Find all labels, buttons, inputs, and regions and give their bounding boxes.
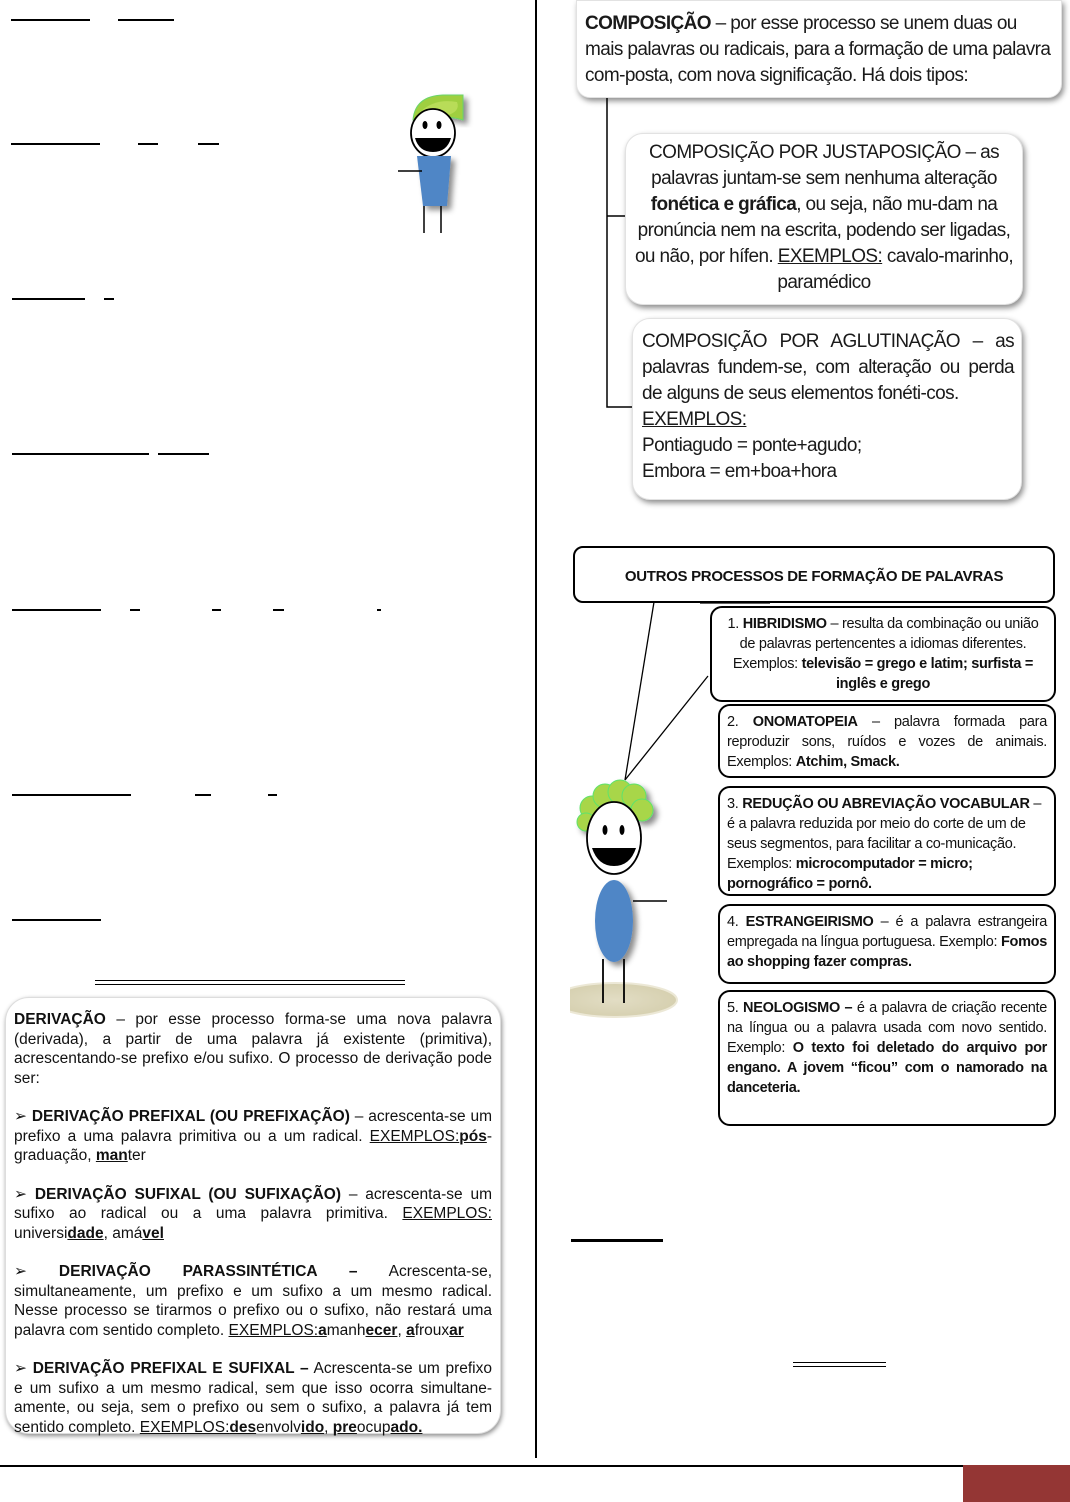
example-fragment: envolv	[256, 1418, 301, 1436]
process-item-onomatopeia: 2. ONOMATOPEIA – palavra formada para reproduzir sons, ruídos e vozes de animais. Exemplos: Atchim, Smack.	[718, 704, 1056, 778]
heading-underline	[198, 143, 219, 145]
example-fragment: froux	[414, 1321, 450, 1339]
process-item-estrangeirismo: 4. ESTRANGEIRISMO – é a palavra estrangeira empregada na língua portuguesa. Exemplo: Fomos ao shopping fazer compras.	[718, 904, 1056, 984]
heading-underline	[571, 1239, 663, 1242]
heading-underline	[130, 609, 140, 611]
derivacao-item: ➢ DERIVAÇÃO PARASSINTÉTICA – Acrescenta-se, simultaneamente, um prefixo e um sufixo a um mesmo radical. Nesse processo se tirarmos o prefixo ou o sufixo, não restará uma palavra com sentido completo. EXEMPLOS:amanhecer, afrouxar	[14, 1263, 492, 1339]
double-rule	[793, 1362, 886, 1367]
example-fragment: pós	[459, 1127, 487, 1145]
example-fragment: ocup	[356, 1418, 391, 1436]
justaposicao-box	[625, 133, 1023, 305]
heading-underline	[12, 609, 101, 611]
column-divider	[535, 0, 537, 1458]
cartoon-boy-curly-icon	[570, 778, 710, 1028]
example-fragment: vel	[142, 1224, 164, 1242]
example-fragment: -graduação,	[14, 1127, 492, 1164]
process-item-neologismo: 5. NEOLOGISMO – é a palavra de criação recente na língua ou a palavra usada com novo sentido. Exemplo: O texto foi deletado do arquivo por engano. A jovem “ficou” com o namorado na danceteria.	[718, 990, 1056, 1126]
heading-underline	[11, 143, 100, 145]
derivacao-text	[14, 1010, 492, 1456]
example-fragment: ,	[324, 1418, 333, 1436]
example-fragment: a	[406, 1321, 415, 1339]
heading-underline	[138, 143, 158, 145]
heading-underline	[273, 609, 284, 611]
example-fragment: ter	[127, 1147, 146, 1164]
cartoon-boy-icon	[395, 90, 495, 235]
double-rule	[95, 980, 405, 985]
example-fragment: ido	[300, 1418, 325, 1436]
aglutinacao-box	[632, 318, 1022, 500]
example-fragment: ecer	[365, 1321, 398, 1339]
heading-underline	[12, 919, 101, 921]
example-fragment: , amá	[103, 1224, 143, 1242]
aglutinacao-text: COMPOSIÇÃO POR AGLUTINAÇÃO – as palavras fundem-se, com alteração ou perda de alguns de seus elementos fonéti-cos. EXEMPLOS: Pontiagudo = ponte+agudo; Embora = em+boa+hora	[642, 331, 1014, 482]
derivacao-box	[5, 997, 501, 1434]
example-fragment: manh	[326, 1321, 366, 1339]
derivacao-item: ➢ DERIVAÇÃO PREFIXAL E SUFIXAL – Acrescenta-se um prefixo e um sufixo a um mesmo radical, sem que isso ocorra simultane-amente, ou seja, sem o prefixo ou sem o sufixo, a palavra já tem sentido completo. EXEMPLOS:desenvolvido, preocupado.	[14, 1360, 492, 1436]
heading-underline	[12, 794, 131, 796]
heading-underline	[377, 609, 381, 611]
example-fragment: universi	[14, 1224, 68, 1242]
process-item-hibridismo: 1. HIBRIDISMO – resulta da combinação ou união de palavras pertencentes a idiomas diferentes. Exemplos: televisão = grego e latim; surfista = inglês e grego	[710, 606, 1056, 702]
heading-underline	[212, 609, 221, 611]
heading-underline	[118, 19, 174, 21]
heading-underline	[11, 19, 90, 21]
example-fragment: ado.	[390, 1418, 423, 1436]
example-fragment: des	[229, 1418, 257, 1436]
heading-underline	[158, 453, 209, 455]
example-fragment: a	[318, 1321, 327, 1339]
example-fragment: ,	[397, 1321, 407, 1339]
process-item-reducao: 3. REDUÇÃO OU ABREVIAÇÃO VOCABULAR – é a palavra reduzida por meio do corte de um de seus segmentos, para facilitar a co-municação. Exemplos: microcomputador = micro; pornográfico = pornô.	[718, 786, 1056, 896]
example-fragment: pre	[332, 1418, 357, 1436]
outros-processos-title: OUTROS PROCESSOS DE FORMAÇÃO DE PALAVRAS	[573, 546, 1055, 603]
heading-underline	[12, 298, 85, 300]
footer-accent-block	[963, 1465, 1070, 1502]
composicao-text: COMPOSIÇÃO – por esse processo se unem duas ou mais palavras ou radicais, para a formação de uma palavra com-posta, com nova significação. Há dois tipos:	[585, 13, 1051, 86]
example-fragment: ar	[449, 1321, 464, 1339]
justaposicao-text: COMPOSIÇÃO POR JUSTAPOSIÇÃO – as palavras juntam-se sem nenhuma alteração fonética e gráfica, ou seja, não mu-dam na pronúncia nem na escrita, podendo ser ligadas, ou não, por hífen. EXEMPLOS: cavalo-marinho, paramédico	[634, 142, 1014, 293]
composicao-box	[576, 0, 1062, 98]
heading-underline	[195, 794, 211, 796]
heading-underline	[12, 453, 149, 455]
derivacao-intro: DERIVAÇÃO – por esse processo forma-se uma nova palavra (derivada), a partir de uma palavra já existente (primitiva), acrescentando-se prefixo e/ou sufixo. O processo de derivação pode ser:	[14, 1011, 492, 1087]
heading-underline	[104, 298, 114, 300]
example-fragment: dade	[67, 1224, 104, 1242]
example-fragment: man	[95, 1147, 128, 1164]
derivacao-item: ➢ DERIVAÇÃO PREFIXAL (OU PREFIXAÇÃO) – acrescenta-se um prefixo a uma palavra primitiva ou a um radical. EXEMPLOS:pós-graduação, manter	[14, 1108, 492, 1164]
footer-rule	[0, 1465, 963, 1467]
heading-underline	[268, 794, 277, 796]
derivacao-item: ➢ DERIVAÇÃO SUFIXAL (OU SUFIXAÇÃO) – acrescenta-se um sufixo ao radical ou a uma palavra primitiva. EXEMPLOS: universidade, amável	[14, 1185, 492, 1242]
